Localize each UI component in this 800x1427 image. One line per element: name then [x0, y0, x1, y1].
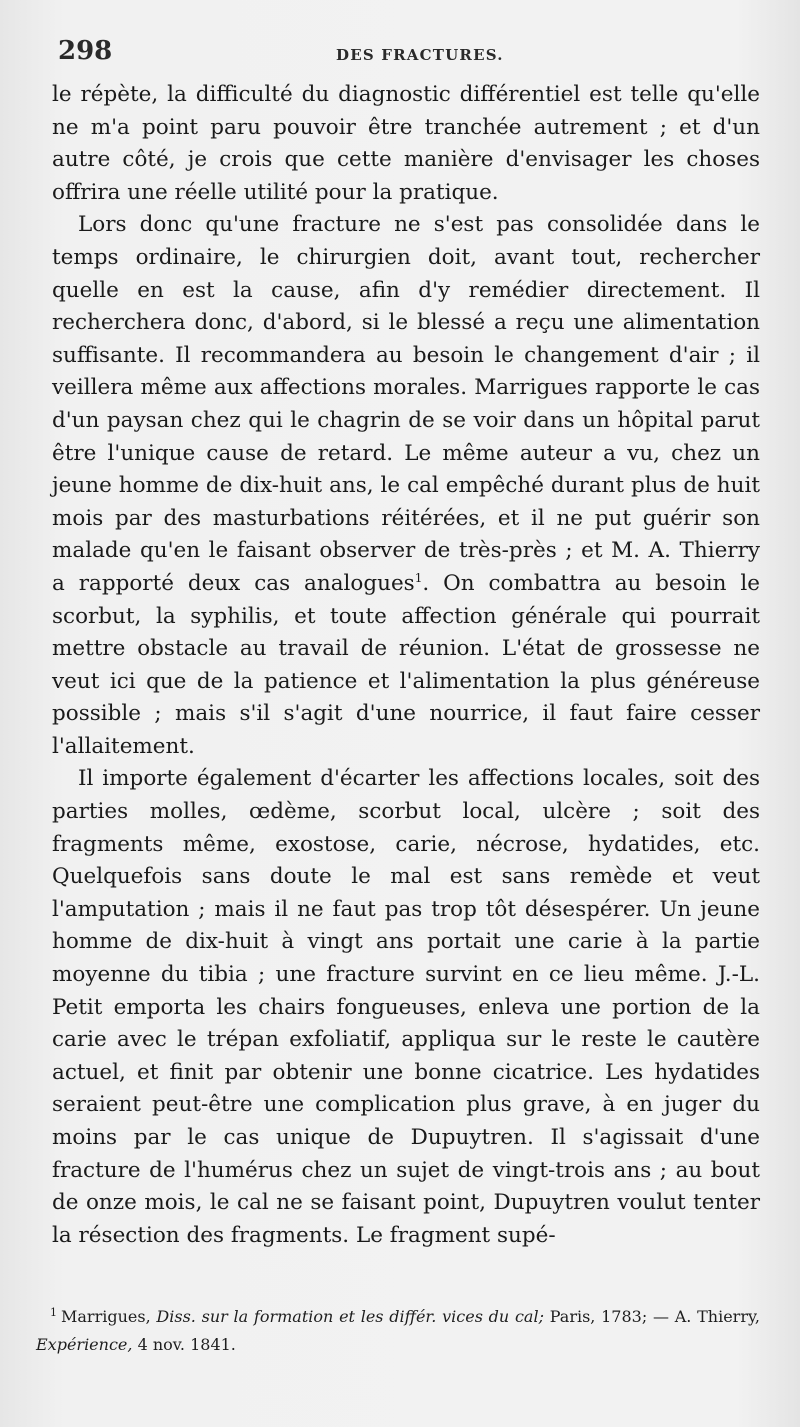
body-text	[52, 79, 760, 1252]
paragraph-3-text: Il importe également d'écarter les affections locales, soit des parties molles, œdème, scorbut local, ulcère ; soit des fragments même, exostose, carie, nécrose, hydatides, etc. Quelquefois sans doute le mal est sans remède et veut l'amputation ; mais il ne faut pas trop tôt désespérer. Un jeune homme de dix-huit à vingt ans portait une carie à la partie moyenne du tibia ; une fracture survint en ce lieu même. J.-L. Petit emporta les chairs fongueuses, enleva une portion de la carie avec le trépan exfoliatif, appliqua sur le reste le cautère actuel, et finit par obtenir une bonne cicatrice. Les hydatides seraient peut-être une complication plus grave, à en juger du moins par le cas unique de Dupuytren. Il s'agissait d'une fracture de l'humérus chez un sujet de vingt-trois ans ; au bout de onze mois, le cal ne se faisant point, Dupuytren voulut tenter la résection des fragments. Le fragment supé-	[52, 766, 760, 1248]
running-head: DES FRACTURES.	[336, 46, 504, 64]
page-number: 298	[58, 36, 113, 66]
page-header	[58, 34, 758, 68]
footnote-1	[36, 1303, 760, 1359]
footnote-date-2: 4 nov. 1841.	[137, 1335, 236, 1354]
footnote-place-date-1: Paris, 1783; — A. Thierry,	[549, 1307, 760, 1326]
footnotes	[36, 1303, 760, 1359]
footnote-work-2: Expérience,	[36, 1335, 133, 1354]
paragraph-1	[52, 79, 760, 209]
paragraph-2-text-b: . On combattra au besoin le scorbut, la syphilis, et toute affection générale qui pourrait mettre obstacle au travail de réunion. L'état de grossesse ne veut ici que de la patience et l'alimentation la plus généreuse possible ; mais s'il s'agit d'une nourrice, il faut faire cesser l'allaitement.	[52, 570, 760, 759]
paragraph-2-text-a: Lors donc qu'une fracture ne s'est pas consolidée dans le temps ordinaire, le chirurgien doit, avant tout, rechercher quelle en est la cause, afin d'y remédier directement. Il recherchera donc, d'abord, si le blessé a reçu une alimentation suffisante. Il recommandera au besoin le changement d'air ; il veillera même aux affections morales. Marrigues rapporte le cas d'un paysan chez qui le chagrin de se voir dans un hôpital parut être l'unique cause de retard. Le même auteur a vu, chez un jeune homme de dix-huit ans, le cal empêché durant plus de huit mois par des masturbations réitérées, et il ne put guérir son malade qu'en le faisant observer de très-près ; et M. A. Thierry a rapporté deux cas analogues	[52, 212, 760, 596]
paragraph-1-text: le répète, la difficulté du diagnostic différentiel est telle qu'elle ne m'a point paru pouvoir être tranchée autrement ; et d'un autre côté, je crois que cette manière d'envisager les choses offrira une réelle utilité pour la pratique.	[52, 82, 760, 205]
footnote-reference[interactable]: 1	[414, 570, 423, 585]
paragraph-3	[52, 763, 760, 1252]
footnote-number: 1	[50, 1305, 57, 1319]
paragraph-2	[52, 209, 760, 763]
footnote-work-1: Diss. sur la formation et les différ. vices du cal;	[156, 1307, 544, 1326]
footnote-author-1: Marrigues,	[61, 1307, 151, 1326]
